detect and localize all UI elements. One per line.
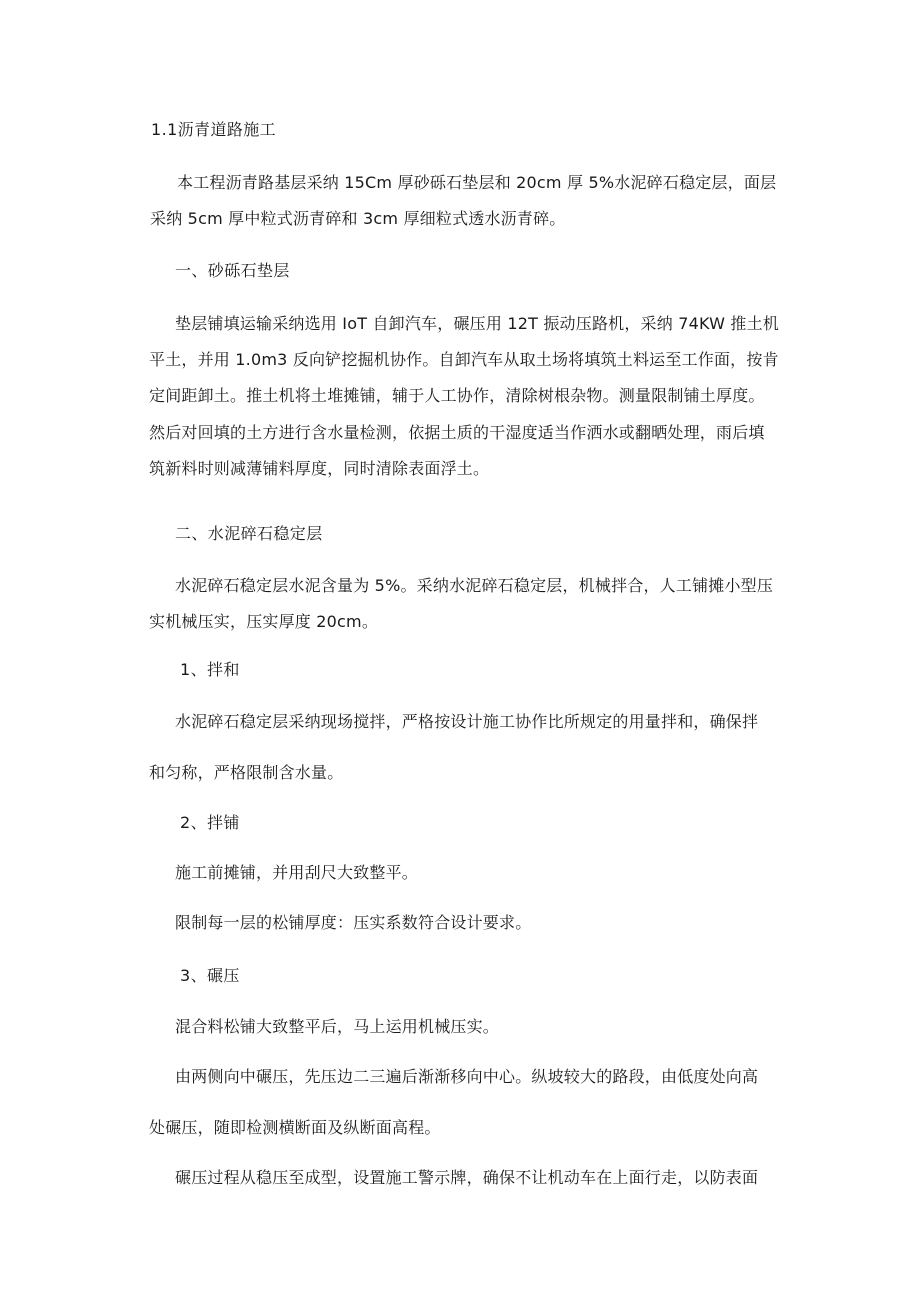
part2-heading: 二、水泥碎石稳定层 <box>175 524 323 543</box>
part1-line: 筑新料时则减薄铺料厚度，同时清除表面浮土。 <box>149 459 490 478</box>
part1-line: 然后对回填的土方进行含水量检测，依据土质的干湿度适当作洒水或翻晒处理，雨后填 <box>149 423 765 442</box>
part1-heading: 一、砂砾石垫层 <box>175 261 290 280</box>
step3-line: 处碾压，随即检测横断面及纵断面高程。 <box>149 1118 441 1137</box>
step3-line: 由两侧向中碾压，先压边二三遍后渐渐移向中心。纵坡较大的路段，由低度处向高 <box>175 1067 759 1086</box>
step3-line: 混合料松铺大致整平后，马上运用机械压实。 <box>175 1017 500 1036</box>
intro-line: 本工程沥青路基层采纳 15Cm 厚砂砾石垫层和 20cm 厚 5%水泥碎石稳定层，面层 <box>177 173 777 192</box>
step2-line: 限制每一层的松铺厚度：压实系数符合设计要求。 <box>175 913 532 932</box>
part1-line: 平土，并用 1.0m3 反向铲挖掘机协作。自卸汽车从取土场将填筑土料运至工作面，按肯 <box>149 350 779 369</box>
step3-line: 碾压过程从稳压至成型，设置施工警示牌，确保不让机动车在上面行走，以防表面 <box>175 1168 759 1187</box>
part2-intro-line: 水泥碎石稳定层水泥含量为 5%。采纳水泥碎石稳定层，机械拌合，人工铺摊小型压 <box>175 576 774 595</box>
step1-line: 水泥碎石稳定层采纳现场搅拌，严格按设计施工协作比所规定的用量拌和，确保拌 <box>175 712 759 731</box>
part1-line: 垫层铺填运输采纳选用 IoT 自卸汽车，碾压用 12T 振动压路机，采纳 74KW 推土机 <box>175 314 780 333</box>
step1-heading: 1、拌和 <box>180 660 240 679</box>
step3-heading: 3、碾压 <box>180 966 240 985</box>
part2-intro-line: 实机械压实，压实厚度 20cm。 <box>149 612 379 631</box>
intro-line: 采纳 5cm 厚中粒式沥青碎和 3cm 厚细粒式透水沥青碎。 <box>150 209 566 228</box>
step2-heading: 2、拌铺 <box>180 813 240 832</box>
part1-line: 定间距卸土。推土机将土堆摊铺，辅于人工协作，清除树根杂物。测量限制铺土厚度。 <box>149 386 765 405</box>
section-title: 1.1沥青道路施工 <box>151 120 277 139</box>
step1-line: 和匀称，严格限制含水量。 <box>149 763 344 782</box>
step2-line: 施工前摊铺，并用刮尺大致整平。 <box>175 863 419 882</box>
